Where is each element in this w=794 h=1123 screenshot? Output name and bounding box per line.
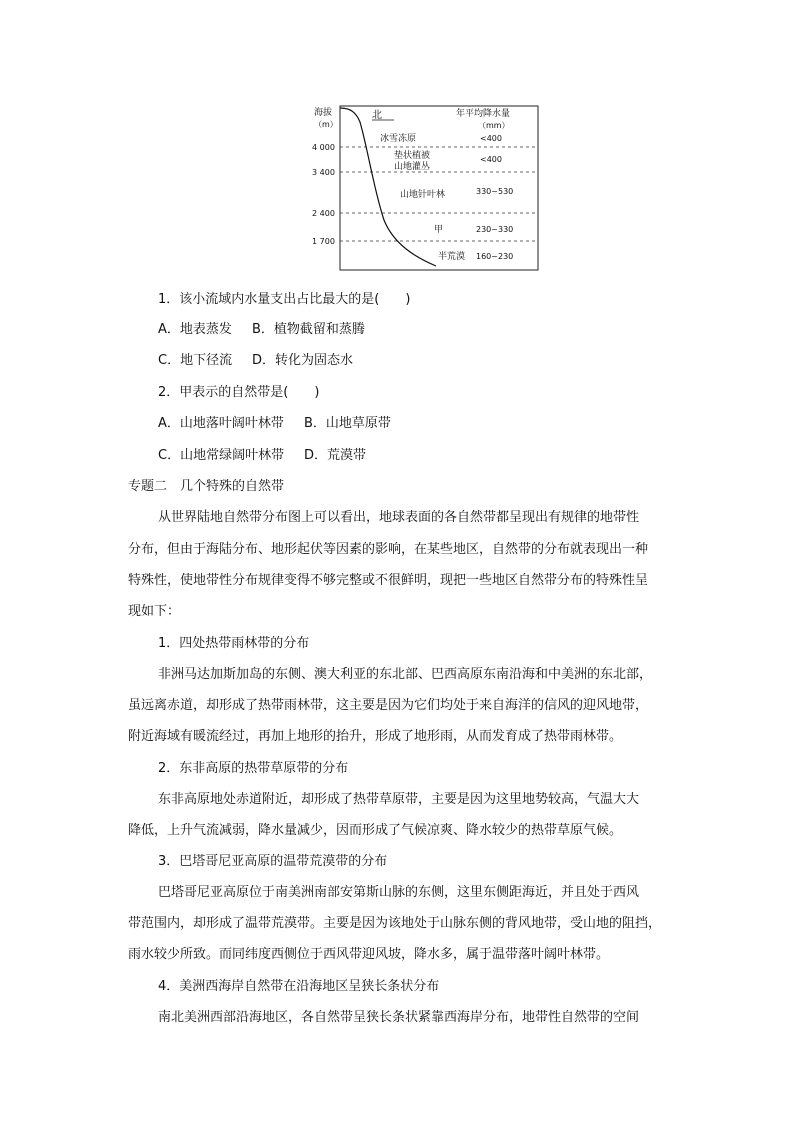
intro-line-1: 从世界陆地自然带分布图上可以看出，地球表面的各自然带都呈现出有规律的地带性: [158, 510, 640, 525]
q2-option-c: C．山地常绿阔叶林带: [158, 448, 285, 463]
section1-line-1: 非洲马达加斯加岛的东侧、澳大利亚的东北部、巴西高原东南沿海和中美洲的东北部，: [158, 667, 653, 682]
section1-title: 1．四处热带雨林带的分布: [158, 636, 310, 651]
section3-title: 3．巴塔哥尼亚高原的温带荒漠带的分布: [158, 854, 388, 869]
altitude-zone-figure: [312, 100, 540, 275]
zone-precip-ice-tundra: <400: [480, 134, 502, 143]
section2-title: 2．东非高原的热带草原带的分布: [158, 761, 349, 776]
zone-precip-cushion: <400: [480, 155, 502, 164]
mountain-slope-curve: [340, 108, 436, 266]
intro-line-4: 现如下：: [128, 604, 181, 619]
section3-line-1: 巴塔哥尼亚高原位于南美洲南部安第斯山脉的东侧，这里东侧距海近，并且处于西风: [158, 885, 640, 900]
zone-name-conifer: 山地针叶林: [400, 190, 446, 200]
section4-title: 4．美洲西海岸自然带在沿海地区呈狭长条状分布: [158, 979, 440, 994]
section3-line-2: 带范围内，却形成了温带荒漠带。主要是因为该地处于山脉东侧的背风地带，受山地的阻挡，: [128, 916, 662, 931]
tick-2400: 2 400: [312, 209, 335, 218]
q2-option-b: B．山地草原带: [304, 416, 391, 431]
precip-header-line2: （mm）: [478, 121, 510, 130]
q1-option-d: D．转化为固态水: [252, 353, 354, 368]
section4-line-1: 南北美洲西部沿海地区，各自然带呈狭长条状紧靠西海岸分布，地带性自然带的空间: [158, 1010, 640, 1025]
section1-line-3: 附近海域有暖流经过，再加上地形的抬升，形成了地形雨，从而发育成了热带雨林带。: [128, 729, 623, 744]
tick-4000: 4 000: [312, 143, 335, 152]
intro-line-2: 分布，但由于海陆分布、地形起伏等因素的影响，在某些地区，自然带的分布就表现出一种: [128, 542, 649, 557]
tick-1700: 1 700: [312, 237, 335, 246]
q2-stem: 2．甲表示的自然带是( ): [158, 385, 320, 400]
section2-line-1: 东非高原地处赤道附近，却形成了热带草原带，主要是因为这里地势较高，气温大大: [158, 792, 640, 807]
zone-precip-conifer: 330~530: [476, 187, 514, 196]
zone-name-jia: 甲: [434, 225, 444, 235]
section2-line-2: 降低，上升气流减弱，降水量减少，因而形成了气候凉爽、降水较少的热带草原气候。: [128, 823, 623, 838]
q1-option-a: A．地表蒸发: [158, 322, 232, 337]
zone-precip-semi-desert: 160~230: [476, 252, 514, 261]
zone-name-cushion-line2: 山地灌丛: [394, 162, 431, 172]
tick-3400: 3 400: [312, 168, 335, 177]
q2-option-a: A．山地落叶阔叶林带: [158, 416, 284, 431]
q1-stem: 1．该小流域内水量支出占比最大的是( ): [158, 292, 411, 307]
q1-option-b: B．植物截留和蒸腾: [252, 322, 365, 337]
precip-header-line1: 年平均降水量: [456, 109, 511, 119]
zone-name-semi-desert: 半荒漠: [438, 252, 466, 262]
section1-line-2: 虽远离赤道，却形成了热带雨林带，这主要是因为它们均处于来自海洋的信风的迎风地带，: [128, 698, 649, 713]
ylabel-line1: 海拔: [314, 108, 333, 118]
topic-heading: 专题二 几个特殊的自然带: [128, 479, 285, 494]
zone-precip-jia: 230~330: [476, 225, 514, 234]
section3-line-3: 雨水较少所致。而同纬度西侧位于西风带迎风坡，降水多，属于温带落叶阔叶林带。: [128, 947, 610, 962]
zone-name-cushion-line1: 垫状植被: [394, 151, 431, 161]
q1-option-c: C．地下径流: [158, 353, 233, 368]
direction-label: 北: [372, 110, 382, 121]
ylabel-line2: （m）: [314, 120, 338, 129]
zone-name-ice-tundra: 冰雪冻原: [380, 134, 417, 144]
intro-line-3: 特殊性，使地带性分布规律变得不够完整或不很鲜明，现把一些地区自然带分布的特殊性呈: [128, 573, 649, 588]
q2-option-d: D．荒漠带: [304, 448, 367, 463]
